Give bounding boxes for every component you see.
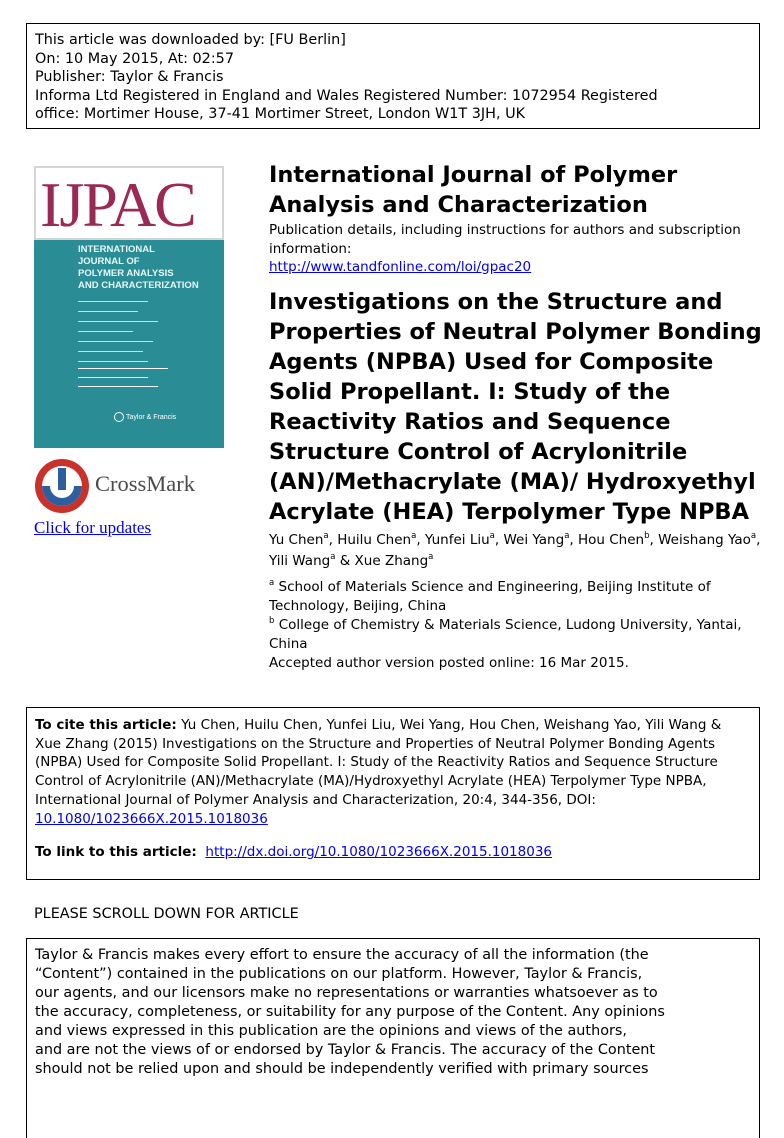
author-affil-mark: a — [564, 531, 570, 541]
download-info-line: Informa Ltd Registered in England and Wales Registered Number: 1072954 Registered — [35, 87, 658, 104]
affiliation-text: School of Materials Science and Engineering, Beijing Institute of Technology, Beijing, China — [269, 579, 711, 614]
cover-title-line: JOURNAL OF — [78, 256, 140, 267]
author-separator: , — [328, 532, 338, 548]
cover-title-line: POLYMER ANALYSIS — [78, 268, 174, 279]
publisher-logo-icon — [114, 412, 124, 422]
author-separator: , — [756, 532, 761, 548]
author-name: Yili Wang — [269, 552, 331, 569]
author-separator: , — [416, 532, 425, 548]
author-separator: & — [335, 552, 355, 569]
disclaimer-line: Taylor & Francis makes every effort to ensure the accuracy of all the information (the — [35, 947, 649, 963]
cover-logo-band — [34, 166, 224, 240]
cover-volume-info — [78, 363, 218, 387]
accepted-date: Accepted author version posted online: 16 Mar 2015. — [269, 654, 629, 671]
download-info-box — [26, 23, 760, 129]
crossmark-badge[interactable] — [34, 458, 224, 514]
affiliation-text: College of Chemistry & Materials Science, Ludong University, Yantai, China — [269, 617, 742, 653]
author-separator: , — [494, 532, 504, 548]
author-name: Hou Chen — [578, 532, 645, 548]
affiliation-mark: a — [269, 578, 275, 588]
article-title: Investigations on the Structure and Properties of Neutral Polymer Bonding Agents (NPBA) Used for Composite Solid Propellant. I: Study of the Reactivity Ratios and Sequence Structure Control of Acrylonitrile (AN)/Methacrylate (MA)/ Hydroxyethyl Acrylate (HEA) Terpolymer Type NPBA — [269, 289, 762, 525]
publication-details — [269, 221, 769, 277]
author-name: Weishang Yao — [658, 532, 751, 548]
cover-title-line: INTERNATIONAL — [78, 244, 155, 255]
affiliation-b — [269, 616, 769, 653]
link-to-article — [35, 843, 759, 862]
author-affil-mark: b — [644, 531, 650, 541]
author-affil-mark: a — [489, 531, 495, 541]
cover-logo: IJPAC — [40, 169, 195, 240]
author-affil-mark: a — [330, 551, 336, 562]
author-separator: , — [649, 532, 659, 548]
cover-title-line: AND CHARACTERIZATION — [78, 280, 199, 291]
author-affil-mark: a — [428, 551, 434, 562]
citation-box — [26, 707, 760, 880]
author-name: Huilu Chen — [337, 532, 412, 548]
crossmark-icon — [34, 458, 90, 514]
cite-text: Yu Chen, Huilu Chen, Yunfei Liu, Wei Yang, Hou Chen, Weishang Yao, Yili Wang & Xue Zhang (2015) Investigations on the Structure and Properties of Neutral Polymer Bonding Agents (NPBA) Used for Composite Solid Propellant. I: Study of the Reactivity Ratios and Sequence Structure Control of Acrylonitrile (AN)/Methacrylate (MA)/Hydroxyethyl Acrylate (HEA) Terpolymer Type NPBA, International Journal of Polymer Analysis and Characterization, 20:4, 344-356, DOI: — [35, 717, 722, 808]
author-affil-mark: a — [411, 531, 417, 541]
cover-editor-block — [78, 296, 218, 362]
author-separator: , — [569, 532, 578, 548]
journal-url-link[interactable]: http://www.tandfonline.com/loi/gpac20 — [269, 259, 532, 275]
affiliation-a — [269, 578, 769, 615]
article-doi-url-link[interactable]: http://dx.doi.org/10.1080/1023666X.2015.1018036 — [205, 844, 552, 861]
link-label: To link to this article: — [35, 844, 197, 861]
download-info-line: On: 10 May 2015, At: 02:57 — [35, 50, 234, 67]
disclaimer-line: and views expressed in this publication are the opinions and views of the authors, — [35, 1023, 627, 1039]
author-affil-mark: a — [750, 531, 757, 541]
cover-title — [78, 244, 218, 292]
author-name: Xue Zhang — [354, 552, 429, 569]
download-info-line: This article was downloaded by: [FU Berlin] — [35, 32, 346, 48]
author-affil-mark: a — [323, 531, 329, 541]
disclaimer-box — [26, 938, 760, 1138]
journal-title: International Journal of Polymer Analysis and Characterization — [269, 162, 678, 218]
cite-doi-link[interactable]: 10.1080/1023666X.2015.1018036 — [35, 810, 268, 827]
disclaimer-line: and are not the views of or endorsed by Taylor & Francis. The accuracy of the Content — [35, 1042, 656, 1058]
cite-label: To cite this article: — [35, 717, 177, 733]
disclaimer-line: should not be relied upon and should be independently verified with primary sources — [35, 1061, 649, 1077]
journal-cover-image — [34, 166, 224, 448]
download-info-line: Publisher: Taylor & Francis — [35, 69, 224, 86]
disclaimer-line: our agents, and our licensors make no representations or warranties whatsoever as to — [35, 985, 658, 1001]
click-for-updates-link[interactable]: Click for updates — [34, 518, 152, 537]
author-name: Yunfei Liu — [424, 532, 490, 548]
affiliations — [269, 578, 769, 673]
author-list — [269, 530, 769, 571]
disclaimer-line: the accuracy, completeness, or suitability for any purpose of the Content. Any opinions — [35, 1004, 665, 1020]
cover-publisher: Taylor & Francis — [126, 414, 177, 421]
author-name: Yu Chen — [269, 532, 324, 548]
download-info-line: office: Mortimer House, 37-41 Mortimer Street, London W1T 3JH, UK — [35, 106, 526, 123]
citation-text-block — [35, 716, 735, 828]
disclaimer-line: “Content”) contained in the publications on our platform. However, Taylor & Francis, — [35, 966, 643, 982]
publication-details-text: Publication details, including instructions for authors and subscription information: — [269, 222, 741, 257]
affiliation-mark: b — [269, 616, 275, 627]
crossmark-label: CrossMark — [95, 471, 195, 496]
scroll-notice: PLEASE SCROLL DOWN FOR ARTICLE — [34, 906, 299, 922]
author-name: Wei Yang — [503, 532, 565, 548]
